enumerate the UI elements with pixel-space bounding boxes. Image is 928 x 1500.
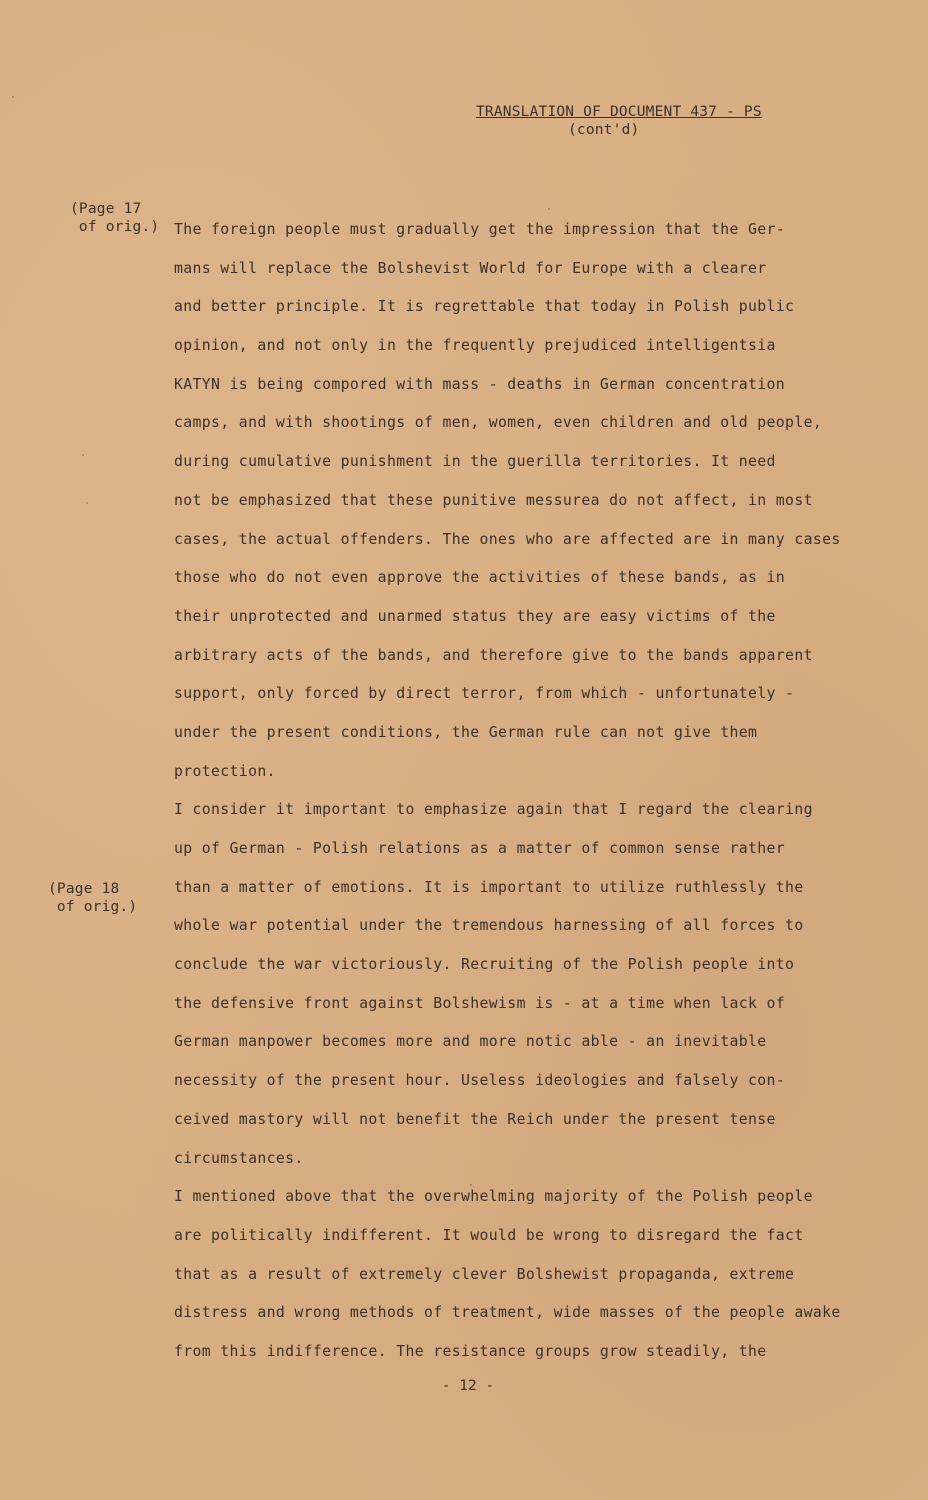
text-line: from this indifference. The resistance groups grow steadily, the xyxy=(174,1342,767,1360)
text-line: The foreign people must gradually get the impression that the Ger- xyxy=(174,221,786,238)
paper-speck xyxy=(86,502,88,504)
paper-speck xyxy=(82,454,84,456)
text-line: arbitrary acts of the bands, and therefore give to the bands apparent xyxy=(174,646,813,664)
text-line: German manpower becomes more and more notic able - an inevitable xyxy=(174,1033,767,1051)
text-line: conclude the war victoriously. Recruiting of the Polish people into xyxy=(174,956,795,974)
text-line: circumstances. xyxy=(174,1149,304,1167)
text-line: than a matter of emotions. It is important to utilize ruthlessly the xyxy=(174,878,804,896)
text-line: and better principle. It is regrettable that today in Polish public xyxy=(174,298,795,316)
text-line: I consider it important to emphasize again that I regard the clearing xyxy=(174,801,813,819)
text-line: up of German - Polish relations as a matter of common sense rather xyxy=(174,840,786,857)
text-line: KATYN is being compored with mass - deaths in German concentration xyxy=(174,375,786,393)
margin-note-page-18: (Page 18 of orig.) xyxy=(48,881,138,915)
text-line: protection. xyxy=(174,762,276,780)
text-line: ceived mastory will not benefit the Reich under the present tense xyxy=(174,1110,776,1128)
text-line: support, only forced by direct terror, from which - unfortunately - xyxy=(174,685,795,703)
text-line: opinion, and not only in the frequently prejudiced intelligentsia xyxy=(174,337,776,355)
text-line: during cumulative punishment in the guerilla territories. It need xyxy=(174,453,776,471)
page-number: - 12 - xyxy=(441,1378,495,1394)
document-header xyxy=(476,104,816,138)
paper-speck xyxy=(470,1184,472,1186)
text-line: whole war potential under the tremendous harnessing of all forces to xyxy=(174,917,804,935)
continued-note: (cont'd) xyxy=(568,122,640,138)
text-line: under the present conditions, the German rule can not give them xyxy=(174,723,758,741)
text-line: not be emphasized that these punitive messurea do not affect, in most xyxy=(174,491,813,509)
text-line: that as a result of extremely clever Bolshewist propaganda, extreme xyxy=(174,1265,795,1283)
text-line: their unprotected and unarmed status they are easy victims of the xyxy=(174,607,776,625)
paper-speck xyxy=(548,208,550,210)
text-line: mans will replace the Bolshevist World for Europe with a clearer xyxy=(174,259,767,277)
paper-speck xyxy=(12,96,14,98)
text-line: those who do not even approve the activities of these bands, as in xyxy=(174,569,786,587)
document-title: TRANSLATION OF DOCUMENT 437 - PS xyxy=(476,104,762,120)
text-line: I mentioned above that the overwhelming majority of the Polish people xyxy=(174,1188,813,1206)
margin-note-page-17: (Page 17 of orig.) xyxy=(70,201,160,235)
text-line: distress and wrong methods of treatment, wide masses of the people awake xyxy=(174,1304,841,1322)
text-line: camps, and with shootings of men, women, even children and old people, xyxy=(174,414,823,432)
text-line: cases, the actual offenders. The ones who are affected are in many cases xyxy=(174,530,841,548)
text-line: necessity of the present hour. Useless ideologies and falsely con- xyxy=(174,1072,786,1090)
text-line: the defensive front against Bolshewism is - at a time when lack of xyxy=(174,994,786,1012)
text-line: are politically indifferent. It would be wrong to disregard the fact xyxy=(174,1226,804,1244)
body-text xyxy=(174,219,879,1380)
